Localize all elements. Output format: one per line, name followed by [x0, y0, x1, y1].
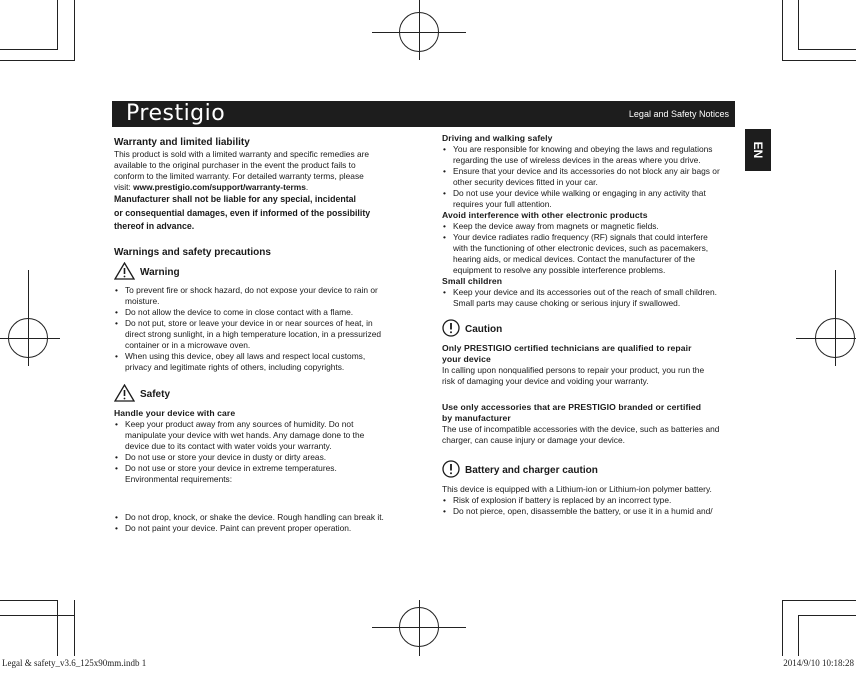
battery-para: This device is equipped with a Lithium-ion or Lithium-ion polymer battery.: [442, 484, 712, 494]
safety-list: [114, 419, 414, 485]
crop-mark: [419, 600, 420, 656]
list-item-line: • Do not use or store your device in extreme temperatures.: [125, 462, 337, 473]
caution-sub1-line: Only PRESTIGIO certified technicians are qualified to repair: [442, 343, 692, 353]
list-item-line: other security devices fitted in your car.: [453, 177, 598, 187]
children-list: [442, 287, 747, 309]
crop-mark: [782, 600, 856, 601]
crop-mark: [782, 60, 856, 61]
crop-mark: [796, 338, 856, 339]
brand-logo: Prestigio: [126, 101, 226, 126]
caution-para2-line: charger, can cause injury or damage your device.: [442, 435, 625, 445]
visit-prefix: visit:: [114, 182, 134, 192]
list-item: [114, 351, 414, 373]
crop-mark: [0, 615, 75, 616]
list-item-line: • Do not use your device while walking or engaging in any activity that: [453, 188, 706, 198]
interference-list: [442, 221, 747, 276]
list-item: [114, 512, 414, 523]
warning-triangle-icon: [114, 262, 135, 283]
list-item-line: • Do not allow the device to come in close contact with a flame.: [125, 306, 354, 317]
safety-heading: [114, 385, 414, 405]
list-item: [442, 232, 747, 276]
crop-mark: [57, 0, 58, 50]
right-column: [442, 133, 747, 517]
caution-heading: [442, 319, 747, 339]
list-item: [114, 463, 414, 485]
list-item-line: • Do not use or store your device in dusty or dirty areas.: [125, 451, 327, 462]
list-item-line: hearing aids, or medical devices. Contact the manufacturer of the: [453, 254, 696, 264]
warranty-line: available to the original purchaser in the event the product fails to: [114, 160, 356, 170]
driving-title: Driving and walking safely: [442, 133, 553, 143]
crop-mark: [798, 49, 856, 50]
list-item-line: manipulate your device with wet hands. Any damage done to the: [125, 429, 365, 440]
list-item: [442, 495, 747, 506]
list-item: [442, 506, 747, 517]
list-item: [442, 221, 747, 232]
caution-para1-line: risk of damaging your device and voiding your warranty.: [442, 376, 649, 386]
crop-mark: [57, 600, 58, 656]
list-item-line: equipment to resolve any possible interference problems.: [453, 265, 666, 275]
list-item: [114, 452, 414, 463]
list-item-line: • Do not drop, knock, or shake the device. Rough handling can break it.: [125, 511, 384, 522]
warning-heading: [114, 263, 414, 283]
crop-mark: [74, 0, 75, 60]
caution-sub2-line: by manufacturer: [442, 413, 511, 423]
list-item-line: Small parts may cause choking or serious injury if swallowed.: [453, 298, 681, 308]
list-item-line: privacy and legitimate rights of others, including copyrights.: [125, 361, 345, 372]
left-column: [114, 136, 414, 534]
list-item-line: • You are responsible for knowing and obeying the laws and regulations: [453, 144, 713, 154]
list-item-line: regarding the use of wireless devices in the areas where you drive.: [453, 155, 701, 165]
crop-mark: [0, 600, 58, 601]
warning-title: Warning: [140, 267, 180, 278]
list-item-line: • Keep your product away from any sources of humidity. Do not: [125, 418, 354, 429]
liability-line: or consequential damages, even if informed of the possibility: [114, 207, 371, 218]
list-item: [442, 166, 747, 188]
list-item-line: with the functioning of other electronic devices, such as pacemakers,: [453, 243, 709, 253]
battery-title: Battery and charger caution: [465, 464, 598, 476]
warranty-url: www.prestigio.com/support/warranty-terms: [133, 182, 306, 192]
interference-title: Avoid interference with other electronic products: [442, 210, 648, 220]
exclamation-circle-icon: [442, 460, 460, 481]
exclamation-circle-icon: [442, 319, 460, 340]
liability-line: thereof in advance.: [114, 221, 195, 231]
children-title: Small children: [442, 276, 503, 286]
safety-subtitle: Handle your device with care: [114, 407, 236, 418]
warranty-title: Warranty and limited liability: [114, 137, 250, 148]
list-item: [114, 318, 414, 351]
list-item: [114, 419, 414, 452]
list-item-line: • Ensure that your device and its accessories do not block any air bags or: [453, 166, 720, 176]
list-item-line: device due to its contact with water voids your warranty.: [125, 440, 332, 451]
warning-triangle-icon: [114, 384, 135, 405]
list-item-line: • When using this device, obey all laws and respect local customs,: [125, 350, 366, 361]
list-item-line: • Risk of explosion if battery is replaced by an incorrect type.: [453, 495, 672, 505]
list-item: [442, 188, 747, 210]
crop-mark: [782, 600, 783, 656]
list-item: [114, 523, 414, 534]
list-item-line: • Keep your device and its accessories out of the reach of small children.: [453, 287, 717, 297]
list-item-line: Environmental requirements:: [125, 473, 233, 484]
caution-title: Caution: [465, 323, 503, 335]
list-item-line: requires your full attention.: [453, 199, 552, 209]
list-item-line: • To prevent fire or shock hazard, do not expose your device to rain or: [125, 284, 378, 295]
list-item-line: • Your device radiates radio frequency (RF) signals that could interfere: [453, 232, 708, 242]
list-item-line: • Do not pierce, open, disassemble the battery, or use it in a humid and/: [453, 506, 713, 516]
footer-filename: Legal & safety_v3.6_125x90mm.indb 1: [2, 658, 147, 668]
crop-mark: [835, 270, 836, 366]
driving-list: [442, 144, 747, 210]
crop-mark: [782, 0, 783, 60]
crop-mark: [0, 60, 75, 61]
url-suffix: .: [305, 182, 309, 192]
list-item-line: direct strong sunlight, in a high temperature location, in a pressurized: [125, 328, 382, 339]
list-item-line: container or in a microwave oven.: [125, 339, 251, 350]
battery-list: [442, 495, 747, 517]
language-tab-label: EN: [751, 141, 765, 159]
liability-line: Manufacturer shall not be liable for any special, incidental: [114, 194, 356, 204]
list-item-line: • Do not paint your device. Paint can prevent proper operation.: [125, 522, 352, 533]
list-item-line: • Keep the device away from magnets or magnetic fields.: [453, 221, 659, 231]
footer-timestamp: 2014/9/10 10:18:28: [783, 658, 854, 668]
warranty-line: conform to the limited warranty. For detailed warranty terms, please: [114, 171, 364, 181]
list-item: [114, 285, 414, 307]
crop-mark: [798, 0, 799, 50]
crop-mark: [419, 0, 420, 60]
caution-para1-line: In calling upon nonqualified persons to repair your product, you run the: [442, 365, 705, 375]
crop-mark: [0, 49, 58, 50]
safety-title: Safety: [140, 389, 171, 400]
battery-heading: [442, 460, 747, 480]
warranty-visit: [114, 182, 414, 193]
caution-sub1-line: your device: [442, 354, 491, 364]
list-item: [114, 307, 414, 318]
safety-list-2: [114, 512, 414, 534]
language-tab: [745, 129, 771, 171]
caution-para2-line: The use of incompatible accessories with the device, such as batteries and: [442, 424, 720, 434]
crop-mark: [0, 338, 60, 339]
list-item-line: • Do not put, store or leave your device in or near sources of heat, in: [125, 317, 373, 328]
warranty-line: This product is sold with a limited warranty and specific remedies are: [114, 149, 370, 159]
list-item: [442, 287, 747, 309]
crop-mark: [28, 270, 29, 366]
crop-mark: [798, 615, 856, 616]
crop-mark: [798, 615, 799, 656]
warning-list: [114, 285, 414, 373]
warnings-title: Warnings and safety precautions: [114, 246, 271, 258]
list-item: [442, 144, 747, 166]
list-item-line: moisture.: [125, 295, 160, 306]
header-title: Legal and Safety Notices: [628, 109, 729, 119]
crop-mark: [74, 600, 75, 656]
page-header: [112, 101, 735, 127]
caution-sub2-line: Use only accessories that are PRESTIGIO branded or certified: [442, 402, 702, 412]
